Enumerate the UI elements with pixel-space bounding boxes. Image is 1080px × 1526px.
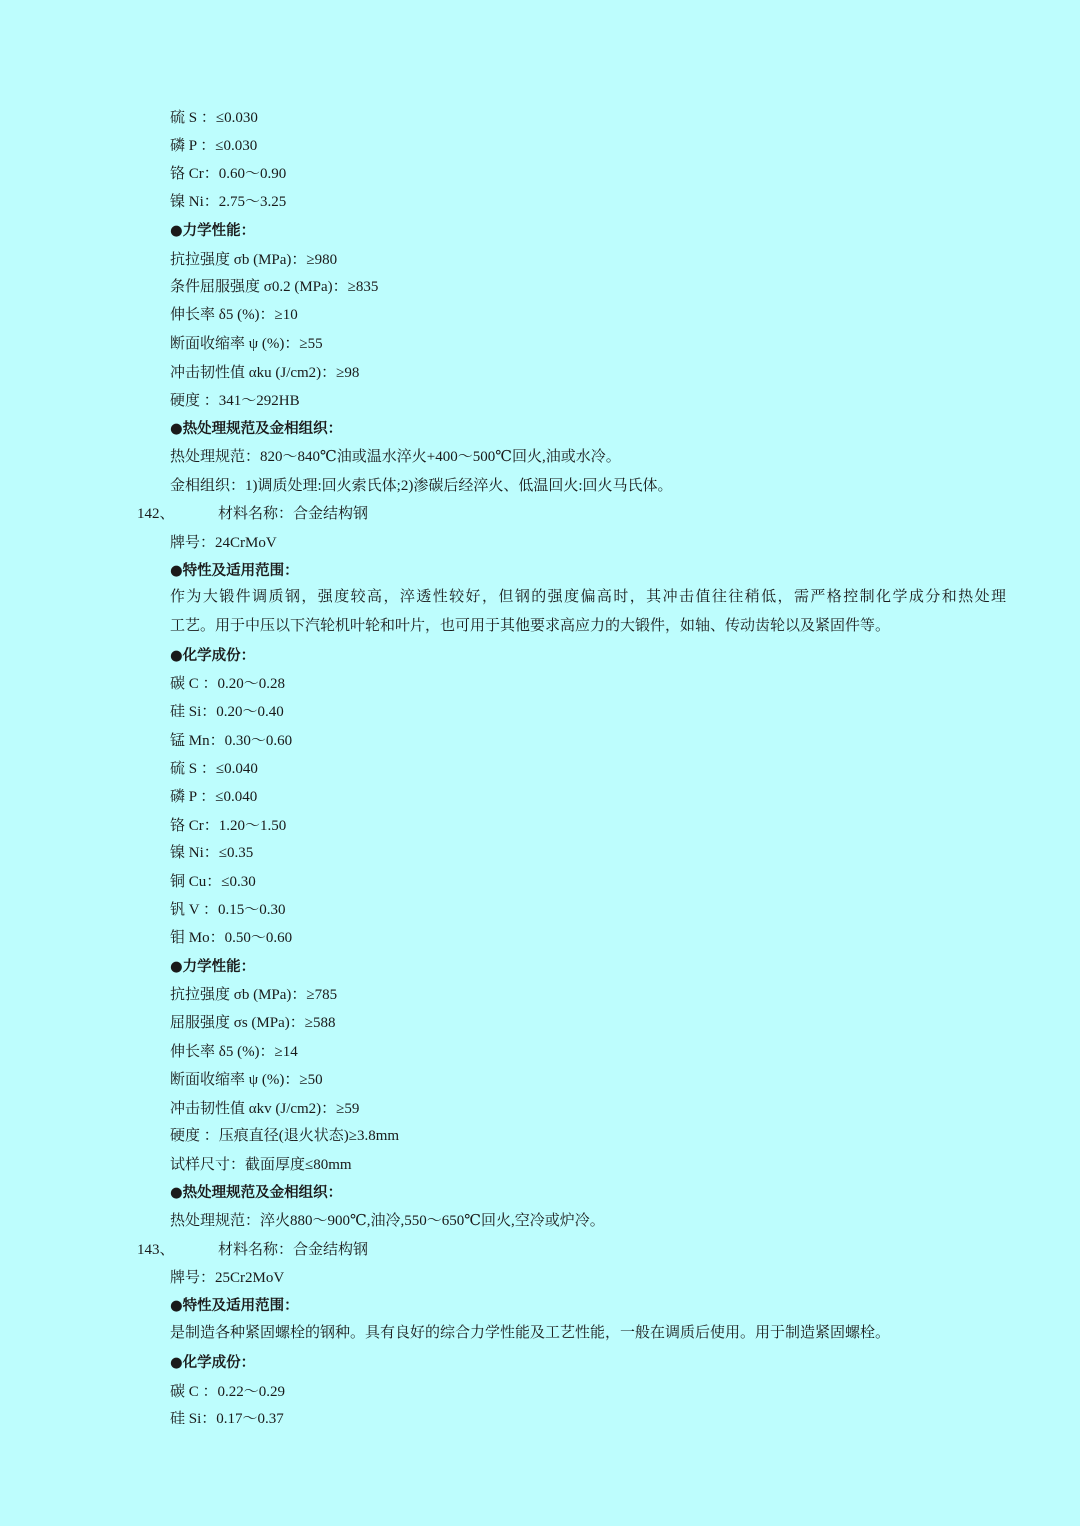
elongation: 伸长率 δ5 (%)：≥14 (170, 1044, 298, 1060)
tensile-strength: 抗拉强度 σb (MPa)：≥980 (170, 252, 338, 268)
section-heading-chemical: ●化学成份： (170, 1355, 256, 1371)
specimen-size: 试样尺寸：截面厚度≤80mm (170, 1157, 352, 1173)
section-heading-mechanical: ●力学性能： (170, 959, 256, 975)
description-line: 是制造各种紧固螺栓的钢种。具有良好的综合力学性能及工艺性能，一般在调质后使用。用于制造紧固螺栓。 (170, 1325, 891, 1341)
conditional-yield-strength: 条件屈服强度 σ0.2 (MPa)：≥835 (170, 279, 379, 295)
phosphorus-content: 磷 P ：≤0.040 (170, 789, 258, 805)
heat-treatment-spec: 热处理规范：820～840℃油或温水淬火+400～500℃回火,油或水冷。 (170, 449, 621, 465)
carbon-content: 碳 C ：0.22～0.29 (170, 1384, 286, 1400)
impact-toughness: 冲击韧性值 αkv (J/cm2)：≥59 (170, 1101, 360, 1117)
silicon-content: 硅 Si：0.20～0.40 (170, 704, 284, 720)
elongation: 伸长率 δ5 (%)：≥10 (170, 307, 298, 323)
sulfur-content: 硫 S ：≤0.040 (170, 761, 258, 777)
vanadium-content: 钒 V ：0.15～0.30 (170, 902, 286, 918)
copper-content: 铜 Cu：≤0.30 (170, 874, 256, 890)
microstructure: 金相组织：1)调质处理:回火索氏体;2)渗碳后经淬火、低温回火:回火马氏体。 (170, 478, 673, 494)
chromium-content: 铬 Cr：1.20～1.50 (170, 818, 287, 834)
phosphorus-content: 磷 P ：≤0.030 (170, 138, 258, 154)
section-heading-properties: ●特性及适用范围： (170, 1298, 299, 1314)
section-heading-heat-treatment: ●热处理规范及金相组织： (170, 421, 343, 437)
hardness: 硬度 ：压痕直径(退火状态)≥3.8mm (170, 1128, 400, 1144)
reduction-of-area: 断面收缩率 ψ (%)：≥50 (170, 1072, 323, 1088)
grade-142: 牌号：24CrMoV (170, 535, 277, 551)
description-line-2: 工艺。用于中压以下汽轮机叶轮和叶片，也可用于其他要求高应力的大锻件，如轴、传动齿轮以及紧固件等。 (170, 618, 891, 634)
entry-number-142: 142、 (137, 506, 175, 522)
manganese-content: 锰 Mn：0.30～0.60 (170, 733, 293, 749)
sulfur-content: 硫 S ：≤0.030 (170, 110, 258, 126)
nickel-content: 镍 Ni：2.75～3.25 (170, 194, 287, 210)
section-heading-mechanical: ●力学性能： (170, 223, 256, 239)
material-name-142: 材料名称：合金结构钢 (218, 506, 369, 522)
reduction-of-area: 断面收缩率 ψ (%)：≥55 (170, 336, 323, 352)
section-heading-chemical: ●化学成份： (170, 648, 256, 664)
tensile-strength: 抗拉强度 σb (MPa)：≥785 (170, 987, 338, 1003)
grade-143: 牌号：25Cr2MoV (170, 1270, 285, 1286)
molybdenum-content: 钼 Mo：0.50～0.60 (170, 930, 293, 946)
section-heading-properties: ●特性及适用范围： (170, 563, 299, 579)
silicon-content: 硅 Si：0.17～0.37 (170, 1411, 284, 1427)
section-heading-heat-treatment: ●热处理规范及金相组织： (170, 1185, 343, 1201)
material-name-143: 材料名称：合金结构钢 (218, 1242, 369, 1258)
yield-strength: 屈服强度 σs (MPa)：≥588 (170, 1015, 336, 1031)
carbon-content: 碳 C ：0.20～0.28 (170, 676, 286, 692)
description-line-1: 作为大锻件调质钢，强度较高，淬透性较好，但钢的强度偏高时，其冲击值往往稍低，需严格控制化学成分和热处理 (170, 589, 1006, 605)
chromium-content: 铬 Cr：0.60～0.90 (170, 166, 287, 182)
hardness: 硬度 ：341～292HB (170, 393, 300, 409)
impact-toughness: 冲击韧性值 αku (J/cm2)：≥98 (170, 365, 360, 381)
heat-treatment-spec: 热处理规范：淬火880～900℃,油冷,550～650℃回火,空冷或炉冷。 (170, 1213, 605, 1229)
nickel-content: 镍 Ni：≤0.35 (170, 845, 254, 861)
entry-number-143: 143、 (137, 1242, 175, 1258)
